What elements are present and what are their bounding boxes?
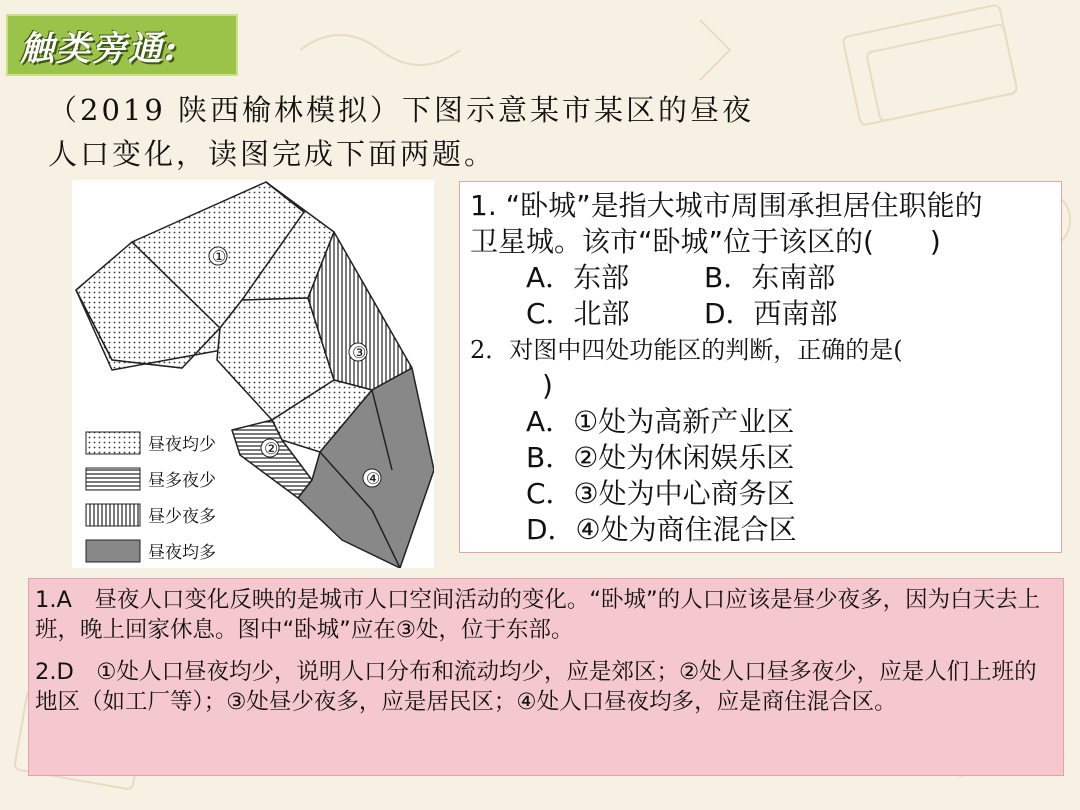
legend-swatch-gray [86,540,140,562]
answer-2: 2.D ①处人口昼夜均少，说明人口分布和流动均少，应是郊区；②处人口昼多夜少，应是人们上班的地区（如工厂等）；③处昼少夜多，应是居民区；④处人口昼夜均多，应是商住混合区。 [35,659,1037,715]
q2-option-b: B．②处为休闲娱乐区 [526,441,795,474]
q1-line-2: 卫星城。该市“卧城”位于该区的( ) [470,225,941,258]
answer-1: 1.A 昼夜人口变化反映的是城市人口空间活动的变化。“卧城”的人口应该是昼少夜多，因为白天去上班，晚上回家休息。图中“卧城”应在③处，位于东部。 [35,587,1041,643]
q2-line-2: ) [542,369,553,402]
legend-label-3: 昼少夜多 [148,507,216,527]
q1-option-a: A．东部 [526,261,630,294]
q1-option-d: D．西南部 [704,297,838,330]
district-map [72,180,434,568]
intro-line-1: （2019 陕西榆林模拟）下图示意某市某区的昼夜 [48,93,755,127]
q1-option-c: C．北部 [526,297,630,330]
q2-option-c: C．③处为中心商务区 [526,477,795,510]
region-2-label: ② [264,439,279,458]
q1-options-row-1 [470,260,1051,296]
q2-option-a: A．①处为高新产业区 [526,405,795,438]
topic-label: 触类旁通: [20,28,179,69]
legend-swatch-vertical [86,504,140,526]
question-box [459,181,1062,553]
region-1-label: ① [212,247,227,266]
legend-label-4: 昼夜均多 [148,543,216,563]
intro-text [48,88,928,176]
intro-line-2: 人口变化，读图完成下面两题。 [48,137,497,171]
answer-box [28,578,1064,776]
region-3-label: ③ [352,343,367,362]
map-legend [86,432,216,563]
legend-swatch-horizontal [86,468,140,490]
q2-option-d: D．④处为商住混合区 [526,513,797,546]
legend-label-1: 昼夜均少 [148,435,216,455]
q1-line-1: 1. “卧城”是指大城市周围承担居住职能的 [470,189,983,222]
region-4-label: ④ [366,469,381,488]
topic-badge [6,14,238,76]
map-figure [72,180,434,568]
q1-option-b: B．东南部 [704,261,836,294]
q2-line-1: 2．对图中四处功能区的判断，正确的是( [470,336,903,364]
legend-swatch-dotted [86,432,140,454]
legend-label-2: 昼多夜少 [148,471,216,491]
q1-options-row-2 [470,296,1051,332]
